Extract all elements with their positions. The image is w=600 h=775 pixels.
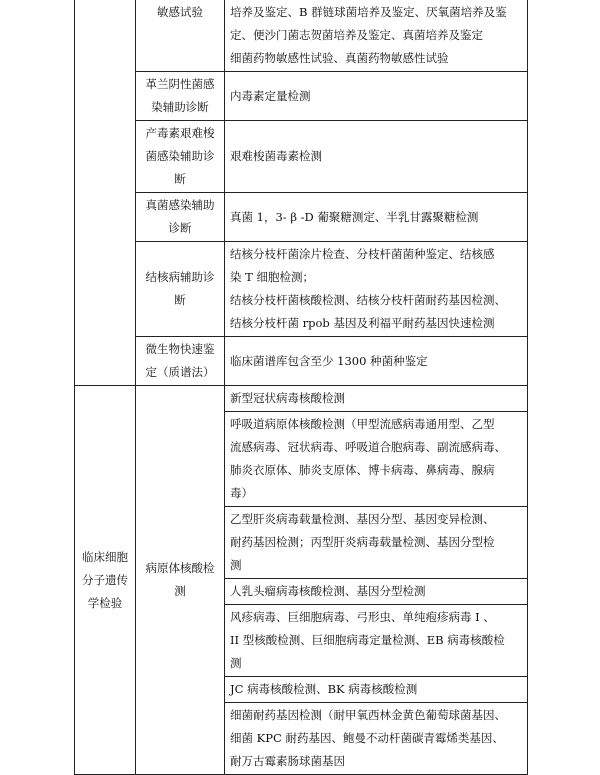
content-cell: JC 病毒核酸检测、BK 病毒核酸检测	[225, 677, 528, 703]
content-cell: 风疹病毒、巨细胞病毒、弓形虫、单纯疱疹病毒 I 、 II 型核酸检测、巨细胞病毒定量检测、EB 病毒核酸检 测	[225, 605, 528, 677]
table-row	[75, 193, 528, 242]
table-row	[75, 72, 528, 121]
content-cell: 人乳头瘤病毒核酸检测、基因分型检测	[225, 579, 528, 605]
subcategory-cell: 病原体核酸检测	[136, 386, 225, 775]
content-cell: 乙型肝炎病毒载量检测、基因分型、基因变异检测、 耐药基因检测；丙型肝炎病毒载量检测、基因分型检 测	[225, 507, 528, 579]
content-cell: 真菌 1，3- β -D 葡聚糖测定、半乳甘露聚糖检测	[225, 193, 528, 242]
table-row	[75, 121, 528, 193]
test-items-table	[74, 0, 528, 775]
category-cell: 微生物快速鉴定（质谱法）	[136, 337, 225, 386]
category-cell: 真菌感染辅助诊断	[136, 193, 225, 242]
table-row	[75, 386, 528, 412]
content-cell: 结核分枝杆菌涂片检查、分枝杆菌菌种鉴定、结核感 染 T 细胞检测； 结核分枝杆菌核酸检测、结核分枝杆菌耐药基因检测、 结核分枝杆菌 rpob 基因及利福平耐药基因快速检测	[225, 242, 528, 337]
table-row	[75, 242, 528, 337]
content-cell: 艰难梭菌毒素检测	[225, 121, 528, 193]
category-cell: 结核病辅助诊断	[136, 242, 225, 337]
content-cell: 内毒素定量检测	[225, 72, 528, 121]
table-row	[75, 0, 528, 72]
content-cell: 培养及鉴定、B 群链球菌培养及鉴定、厌氧菌培养及鉴 定、便沙门菌志贺菌培养及鉴定、真菌培养及鉴定 细菌药物敏感性试验、真菌药物敏感性试验	[225, 0, 528, 72]
content-cell: 临床菌谱库包含至少 1300 种菌种鉴定	[225, 337, 528, 386]
content-cell: 新型冠状病毒核酸检测	[225, 386, 528, 412]
table-row	[75, 337, 528, 386]
section-label-cell: 临床细胞分子遗传学检验	[75, 386, 136, 775]
category-cell: 革兰阴性菌感染辅助诊断	[136, 72, 225, 121]
category-cell: 敏感试验	[136, 0, 225, 72]
category-empty-cell	[75, 0, 136, 386]
content-cell: 呼吸道病原体核酸检测（甲型流感病毒通用型、乙型 流感病毒、冠状病毒、呼吸道合胞病毒、副流感病毒、 肺炎衣原体、肺炎支原体、博卡病毒、鼻病毒、腺病 毒）	[225, 412, 528, 507]
content-cell: 细菌耐药基因检测（耐甲氧西林金黄色葡萄球菌基因、 细菌 KPC 耐药基因、鲍曼不动杆菌碳青霉烯类基因、 耐万古霉素肠球菌基因	[225, 703, 528, 775]
category-cell: 产毒素艰难梭菌感染辅助诊断	[136, 121, 225, 193]
